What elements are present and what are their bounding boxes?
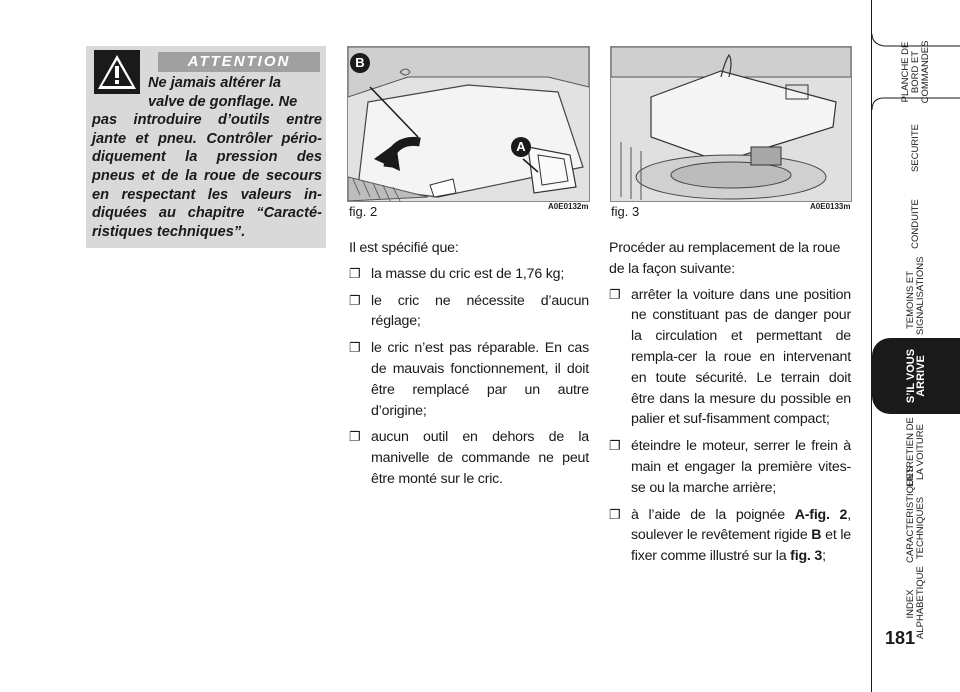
list-item: ❐ à l’aide de la poignée A-fig. 2, soulever le revêtement rigide B et le fixer comme illustré sur la fig. 3;	[609, 505, 851, 567]
tab-caracteristiques[interactable]: CARACTERISTIQUES TECHNIQUES	[905, 466, 926, 563]
text-column-2	[609, 238, 851, 573]
warning-title: ATTENTION	[158, 52, 320, 72]
tab-conduite[interactable]: CONDUITE	[910, 199, 921, 249]
marker-a-label: A	[516, 139, 526, 154]
tab-sil-vous-arrive[interactable]: S’IL VOUS ARRIVE	[872, 338, 960, 414]
col2-list	[609, 285, 851, 567]
tab-temoins[interactable]: TEMOINS ET SIGNALISATIONS	[905, 256, 926, 335]
list-item: ❐ arrêter la voiture dans une position ne constituant pas de danger pour la circulation et permettant de rempla-cer la roue en intervenant en toute sécurité. Le terrain doit être dans la mesure du possible en palier et suf-fisamment compact;	[609, 285, 851, 431]
figure-2-code: A0E0132m	[548, 202, 589, 211]
page-number: 181	[884, 628, 916, 648]
list-item: ❐ éteindre le moteur, serrer le frein à main et engager la première vites-se ou la marche arrière;	[609, 436, 851, 498]
warning-text	[92, 74, 322, 241]
text-column-1	[349, 238, 589, 496]
col1-list	[349, 264, 589, 490]
warning-body: pas introduire d’outils entre jante et pneu. Contrôler pério-diquement la pression des pneus et de la roue de secours en respectant les valeurs in-diquées au chapitre “Caracté-ristiques techniques”.	[92, 112, 322, 240]
warning-line-1: Ne jamais altérer la	[148, 75, 282, 91]
tab-planche-de-bord[interactable]: PLANCHE DE BORD ET COMMANDES	[872, 34, 960, 98]
warning-line-2: valve de gonflage. Ne	[148, 93, 298, 110]
list-item: ❐ le cric ne nécessite d’aucun réglage;	[349, 291, 589, 333]
col2-intro: Procéder au remplacement de la roue de la façon suivante:	[609, 240, 841, 277]
figure-2-caption: fig. 2	[349, 204, 378, 219]
list-item: ❐ aucun outil en dehors de la manivelle de commande ne peut être monté sur le cric.	[349, 427, 589, 489]
figure-2-marker-a	[510, 136, 532, 158]
tab-entretien[interactable]: ENTRETIEN DE LA VOITURE	[905, 417, 926, 487]
figure-2-trunk-illustration	[347, 46, 590, 202]
tab-index[interactable]: INDEX ALPHABETIQUE	[905, 566, 926, 639]
figure-2-marker-b	[349, 52, 371, 74]
marker-b-label: B	[355, 55, 365, 70]
list-item: ❐ la masse du cric est de 1,76 kg;	[349, 264, 589, 285]
list-item: ❐ le cric n’est pas réparable. En cas de mauvais fonctionnement, il doit être remplacé par un autre d’origine;	[349, 338, 589, 421]
figure-3-code: A0E0133m	[810, 202, 851, 211]
col1-intro: Il est spécifié que:	[349, 240, 459, 256]
figure-3-caption: fig. 3	[611, 204, 640, 219]
figure-3-trunk-illustration	[610, 46, 852, 202]
section-tabs	[872, 14, 960, 654]
tab-securite[interactable]: SECURITE	[910, 123, 921, 173]
